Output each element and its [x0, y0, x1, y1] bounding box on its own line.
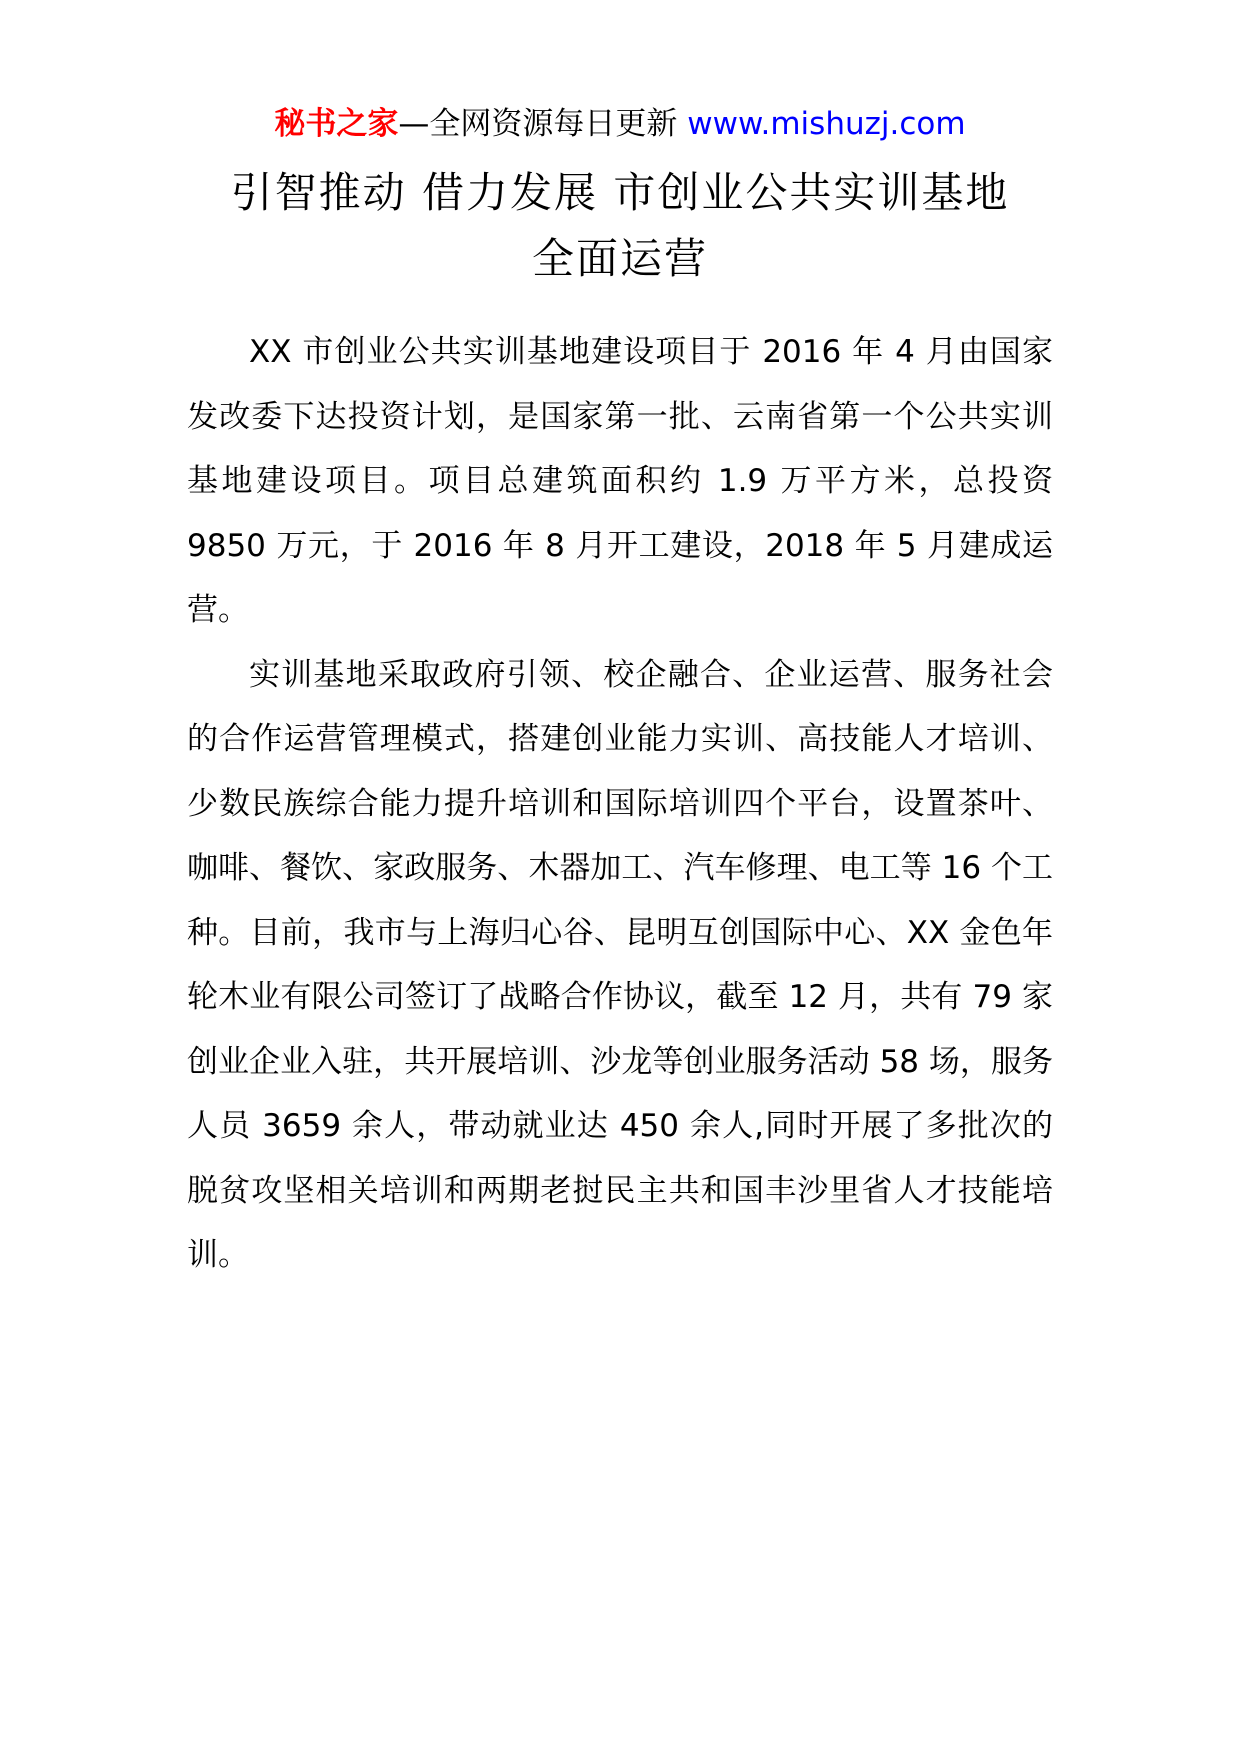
document-body [187, 320, 1053, 1288]
brand-name: 秘书之家 [274, 106, 399, 142]
site-header [0, 102, 1240, 146]
paragraph-2: 实训基地采取政府引领、校企融合、企业运营、服务社会的合作运营管理模式，搭建创业能力实训、高技能人才培训、少数民族综合能力提升培训和国际培训四个平台，设置茶叶、咖啡、餐饮、家政服务、木器加工、汽车修理、电工等 16 个工种。目前，我市与上海归心谷、昆明互创国际中心、XX 金色年轮木业有限公司签订了战略合作协议，截至 12 月，共有 79 家创业企业入驻，共开展培训、沙龙等创业服务活动 58 场，服务人员 3659 余人，带动就业达 450 余人,同时开展了多批次的脱贫攻坚相关培训和两期老挝民主共和国丰沙里省人才技能培训。 [187, 656, 1053, 1273]
title-line-2: 全面运营 [531, 234, 708, 283]
header-tagline: —全网资源每日更新 [398, 106, 688, 142]
paragraph-1: XX 市创业公共实训基地建设项目于 2016 年 4 月由国家发改委下达投资计划，是国家第一批、云南省第一个公共实训基地建设项目。项目总建筑面积约 1.9 万平方米，总投资 9850 万元，于 2016 年 8 月开工建设，2018 年 5 月建成运营。 [187, 334, 1053, 628]
title-line-1: 引智推动 借力发展 市创业公共实训基地 [230, 168, 1010, 217]
document-title [190, 160, 1050, 292]
site-url[interactable]: www.mishuzj.com [687, 106, 966, 142]
